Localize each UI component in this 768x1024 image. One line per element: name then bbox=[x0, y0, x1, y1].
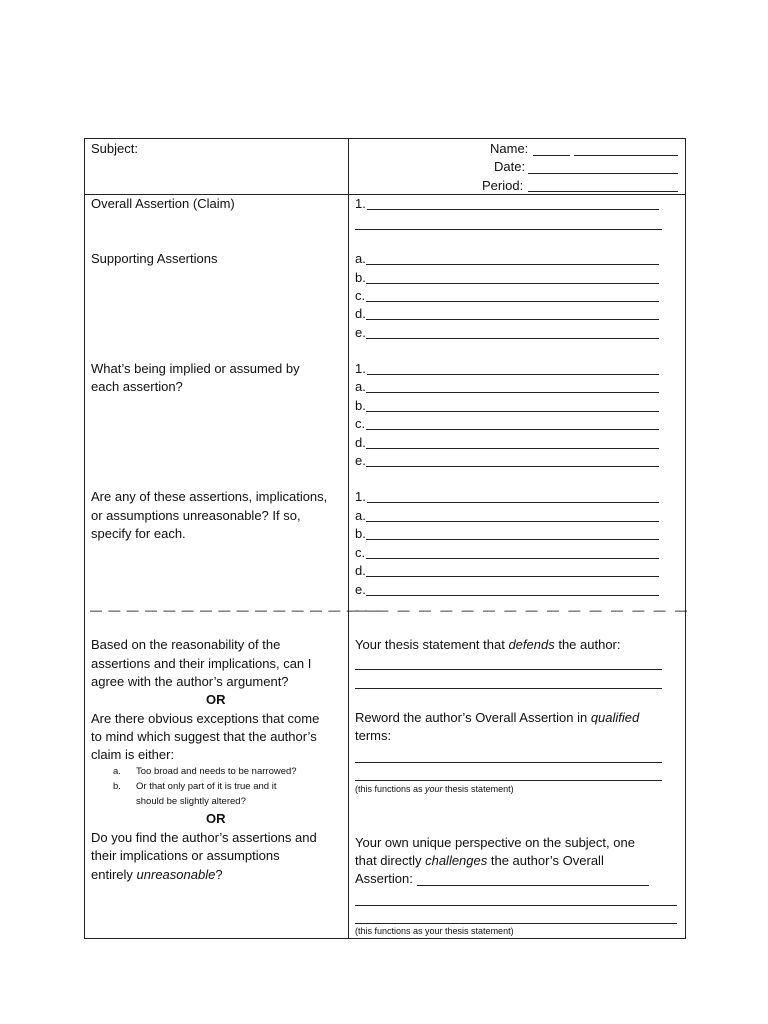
unreasonable-letter-d: d. bbox=[355, 563, 366, 578]
exceptions-line2: to mind which suggest that the author’s bbox=[91, 729, 317, 744]
sub-item-b-line2: should be slightly altered? bbox=[136, 796, 246, 807]
unreasonable-letter-c: c. bbox=[355, 545, 366, 560]
unreasonable-blank-a[interactable] bbox=[366, 521, 659, 522]
implied-num: 1. bbox=[355, 361, 366, 376]
implied-letter-e: e. bbox=[355, 453, 366, 468]
implied-letter-c: c. bbox=[355, 416, 366, 431]
or-separator-2: OR bbox=[206, 811, 226, 826]
implied-question-line2: each assertion? bbox=[91, 379, 183, 394]
implied-letter-d: d. bbox=[355, 435, 366, 450]
implied-blank-a[interactable] bbox=[366, 392, 659, 393]
name-blank-2[interactable] bbox=[574, 155, 678, 156]
implied-letter-a: a. bbox=[355, 379, 366, 394]
unreasonable-blank-d[interactable] bbox=[366, 576, 659, 577]
unreasonable-letter-b: b. bbox=[355, 526, 366, 541]
supporting-letter-c: c. bbox=[355, 288, 366, 303]
reasonability-line2: assertions and their implications, can I bbox=[91, 656, 312, 671]
supporting-assertions-label: Supporting Assertions bbox=[91, 251, 218, 266]
name-label: Name: bbox=[490, 141, 529, 156]
reword-blank-2[interactable] bbox=[355, 780, 662, 781]
reasonability-line1: Based on the reasonability of the bbox=[91, 637, 281, 652]
unreasonable-letter-e: e. bbox=[355, 582, 366, 597]
overall-blank-2[interactable] bbox=[355, 229, 662, 230]
unreasonable-num: 1. bbox=[355, 489, 366, 504]
unreasonable-question-line3: specify for each. bbox=[91, 526, 186, 541]
find-unreasonable-line1: Do you find the author’s assertions and bbox=[91, 830, 317, 845]
find-unreasonable-line3: entirely unreasonable? bbox=[91, 867, 223, 882]
divider-right: — — — — — — — — — — — — — — — — bbox=[355, 603, 691, 617]
supporting-blank-d[interactable] bbox=[366, 319, 659, 320]
date-blank[interactable] bbox=[528, 173, 678, 174]
reword-blank-1[interactable] bbox=[355, 762, 662, 763]
reasonability-line3: agree with the author’s argument? bbox=[91, 674, 289, 689]
unreasonable-blank-e[interactable] bbox=[366, 595, 659, 596]
overall-num: 1. bbox=[355, 196, 366, 211]
defend-thesis-prompt: Your thesis statement that defends the author: bbox=[355, 637, 621, 652]
sub-item-a-letter: a. bbox=[113, 766, 121, 777]
defend-blank-2[interactable] bbox=[355, 688, 662, 689]
supporting-blank-b[interactable] bbox=[366, 283, 659, 284]
unreasonable-question-line1: Are any of these assertions, implications, bbox=[91, 489, 328, 504]
supporting-letter-a: a. bbox=[355, 251, 366, 266]
sub-item-a: Too broad and needs to be narrowed? bbox=[136, 766, 297, 777]
unreasonable-blank-c[interactable] bbox=[366, 558, 659, 559]
date-label: Date: bbox=[494, 159, 526, 174]
own-perspective-line2: that directly challenges the author’s Overall bbox=[355, 853, 604, 868]
unreasonable-question-line2: or assumptions unreasonable? If so, bbox=[91, 508, 301, 523]
overall-assertion-label: Overall Assertion (Claim) bbox=[91, 196, 235, 211]
implied-blank-d[interactable] bbox=[366, 448, 659, 449]
exceptions-line3: claim is either: bbox=[91, 747, 175, 762]
supporting-letter-b: b. bbox=[355, 270, 366, 285]
own-perspective-line3: Assertion: bbox=[355, 871, 413, 886]
find-unreasonable-line2: their implications or assumptions bbox=[91, 848, 280, 863]
thesis-note-1: (this functions as your thesis statement) bbox=[355, 784, 514, 794]
sub-item-b-line1: Or that only part of it is true and it bbox=[136, 781, 277, 792]
supporting-letter-d: d. bbox=[355, 306, 366, 321]
name-blank-1[interactable] bbox=[533, 155, 570, 156]
table-left-border bbox=[84, 138, 85, 939]
unreasonable-blank-b[interactable] bbox=[366, 539, 659, 540]
or-separator-1: OR bbox=[206, 692, 226, 707]
own-perspective-line1: Your own unique perspective on the subject, one bbox=[355, 835, 635, 850]
implied-blank-1[interactable] bbox=[367, 374, 659, 375]
unreasonable-letter-a: a. bbox=[355, 508, 366, 523]
sub-item-b-letter: b. bbox=[113, 781, 121, 792]
exceptions-line1: Are there obvious exceptions that come bbox=[91, 711, 320, 726]
subject-label: Subject: bbox=[91, 141, 138, 156]
table-right-border bbox=[685, 138, 686, 939]
implied-blank-e[interactable] bbox=[366, 466, 659, 467]
table-top-border bbox=[84, 138, 686, 139]
supporting-blank-a[interactable] bbox=[366, 264, 659, 265]
unreasonable-blank-1[interactable] bbox=[367, 502, 659, 503]
implied-blank-b[interactable] bbox=[366, 411, 659, 412]
implied-question-line1: What’s being implied or assumed by bbox=[91, 361, 300, 376]
reword-prompt-line2: terms: bbox=[355, 728, 392, 743]
overall-blank-1[interactable] bbox=[367, 209, 659, 210]
own-blank-1[interactable] bbox=[355, 905, 677, 906]
own-blank-inline[interactable] bbox=[417, 885, 649, 886]
supporting-letter-e: e. bbox=[355, 325, 366, 340]
period-blank[interactable] bbox=[528, 191, 678, 192]
implied-blank-c[interactable] bbox=[366, 429, 659, 430]
reword-prompt-line1: Reword the author’s Overall Assertion in qualified bbox=[355, 710, 640, 725]
divider-left: — — — — — — — — — — — — — — — — bbox=[90, 603, 379, 617]
defend-blank-1[interactable] bbox=[355, 669, 662, 670]
table-middle-border bbox=[348, 138, 349, 939]
thesis-note-2: (this functions as your thesis statement) bbox=[355, 926, 514, 936]
period-label: Period: bbox=[482, 178, 524, 193]
supporting-blank-e[interactable] bbox=[366, 338, 659, 339]
own-blank-2[interactable] bbox=[355, 923, 677, 924]
supporting-blank-c[interactable] bbox=[366, 301, 659, 302]
table-bottom-border bbox=[84, 938, 686, 939]
implied-letter-b: b. bbox=[355, 398, 366, 413]
